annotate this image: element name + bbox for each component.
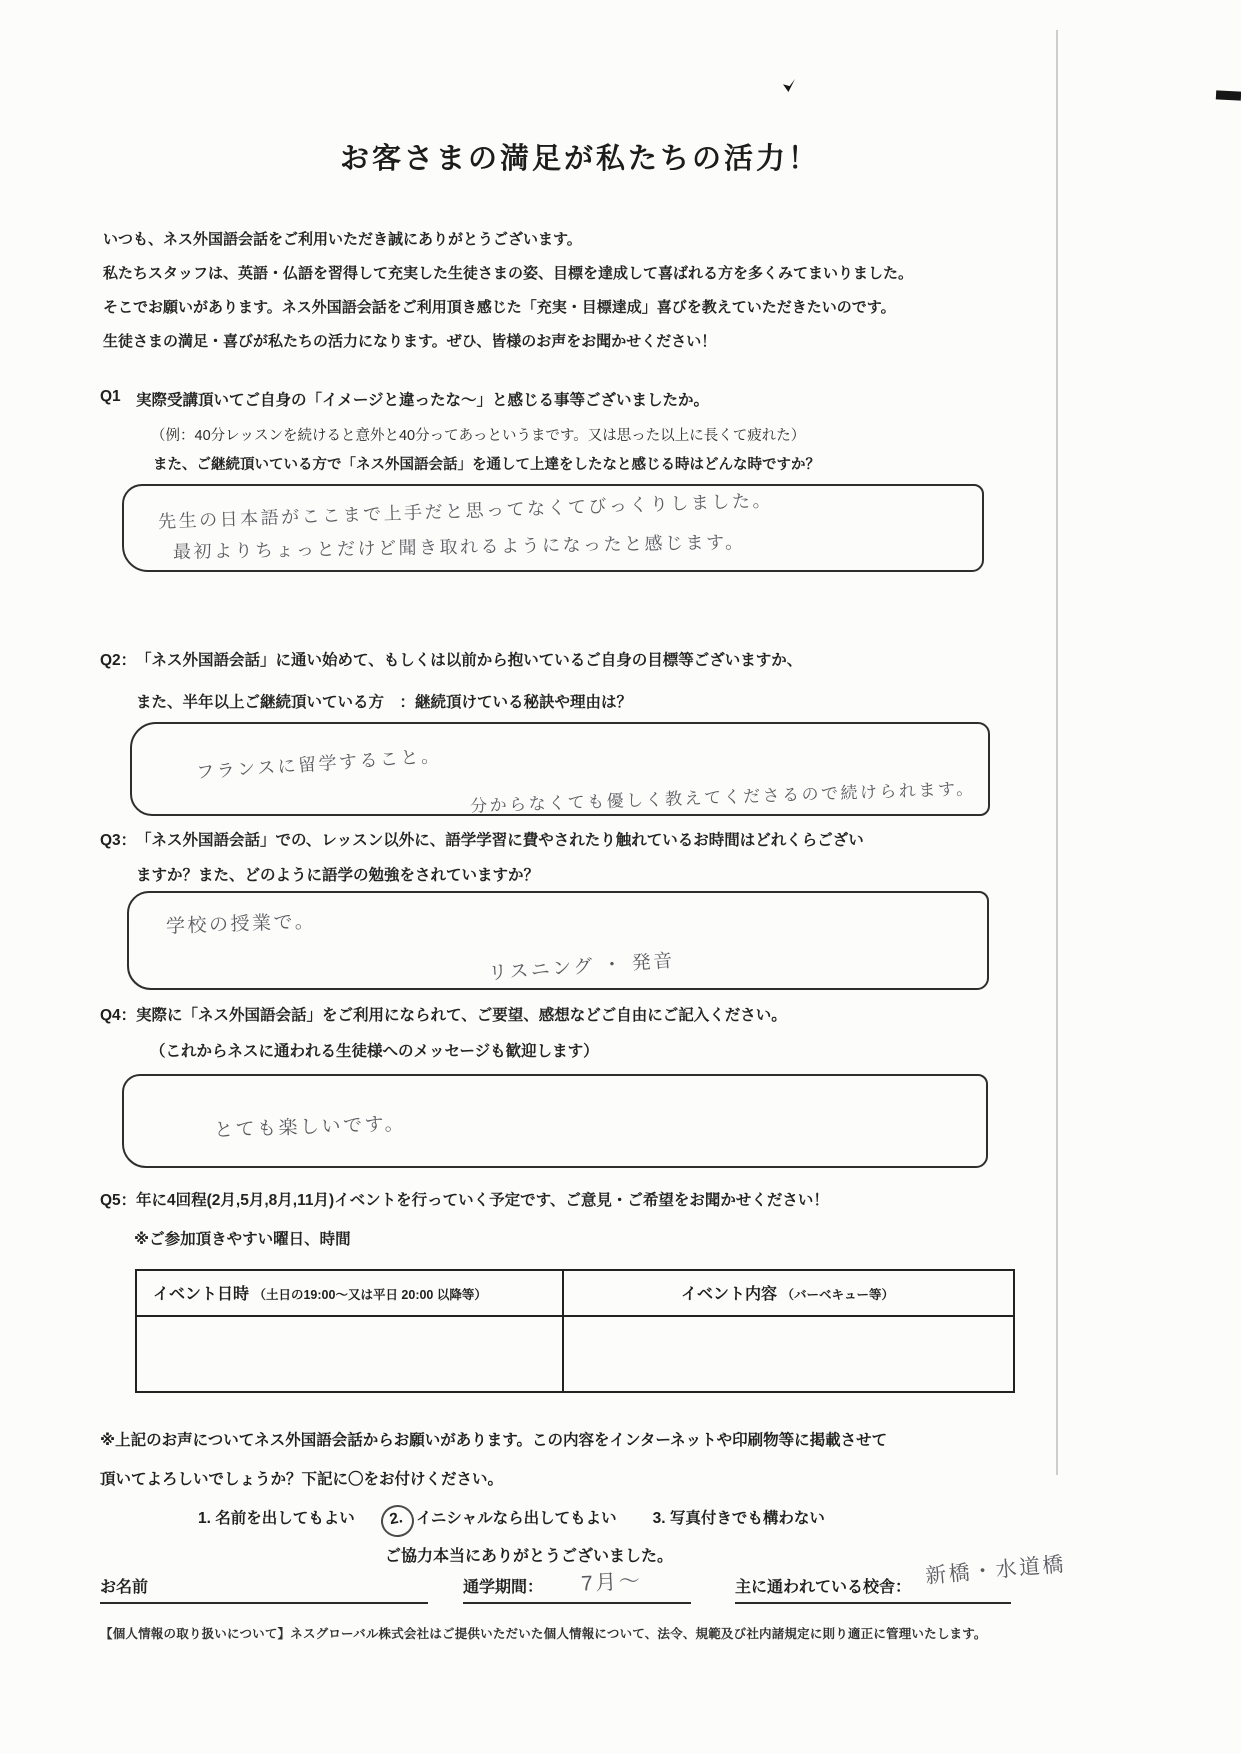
privacy-fine-print: 【個人情報の取り扱いについて】ネスグローバル株式会社はご提供いただいた個人情報について、法令、規範及び社内諸規定に則り適正に管理いたします。	[100, 1627, 987, 1641]
question-3-line: ますか？また、どのように語学の勉強をされていますか？	[136, 867, 540, 884]
table-header-event-datetime	[153, 1281, 487, 1304]
handwritten-period-value: 7月～	[580, 1569, 643, 1596]
event-content-header-note: （バーベキュー等）	[781, 1288, 894, 1302]
question-2-line: また、半年以上ご継続頂いている方 ：継続頂けている秘訣や理由は？	[136, 694, 633, 711]
option-3-text: 写真付きでも構わない	[669, 1510, 825, 1527]
event-datetime-header-label: イベント日時	[153, 1286, 250, 1303]
consent-line: ※上記のお声についてネス外国語会話からお願いがあります。この内容をインターネットや印刷物等に掲載させて	[100, 1432, 888, 1449]
consent-line: 頂いてよろしいでしょうか？下記に〇をお付けください。	[100, 1471, 504, 1488]
intro-line: 私たちスタッフは、英語・仏語を習得して充実した生徒さまの姿、目標を達成して喜ばれる方を多くみてまいりました。	[103, 265, 914, 282]
attendance-period-label: 通学期間：	[463, 1579, 544, 1596]
event-datetime-header-note: （土日の19:00～又は平日 20:00 以降等）	[253, 1288, 487, 1302]
consent-option-1	[198, 1506, 355, 1531]
handwritten-answer-q1: 最初よりちょっとだけど聞き取れるようになったと感じます。	[172, 532, 746, 562]
name-field	[100, 1572, 428, 1604]
option-1-number: 1.	[198, 1510, 211, 1527]
page-title: お客さまの満足が私たちの活力！	[339, 143, 820, 175]
question-3-line: 「ネス外国語会話」での、レッスン以外に、語学学習に費やされたり触れているお時間はどれくらござい	[136, 832, 864, 849]
question-5-label: Q5：	[100, 1192, 137, 1209]
handwritten-answer-q3: リスニング ・ 発音	[487, 950, 676, 985]
question-4-line: （これからネスに通われる生徒様へのメッセージも歓迎します）	[150, 1043, 599, 1060]
attendance-period-field	[463, 1569, 691, 1604]
intro-line: 生徒さまの満足・喜びが私たちの活力になります。ぜひ、皆様のお声をお聞かせください！	[103, 333, 717, 350]
question-1-line: 実際受講頂いてご自身の「イメージと違ったな～」と感じる事等ございましたか。	[136, 392, 710, 409]
consent-options-row	[198, 1506, 825, 1531]
scanner-edge-line	[1056, 30, 1058, 1475]
intro-line: そこでお願いがあります。ネス外国語会話をご利用頂き感じた「充実・目標達成」喜びを教えていただきたいのです。	[103, 299, 896, 316]
handwritten-school-value: 新橋・水道橋	[924, 1552, 1067, 1589]
question-5-line: 年に4回程(2月,5月,8月,11月)イベントを行っていく予定です、ご意見・ご希望をお聞かせください！	[136, 1192, 829, 1209]
table-header-event-content	[562, 1281, 1013, 1304]
table-header-divider	[137, 1315, 1013, 1317]
handwritten-answer-q3: 学校の授業で。	[165, 911, 317, 938]
question-2-label: Q2：	[100, 652, 137, 669]
question-5-line: ※ご参加頂きやすい曜日、時間	[134, 1231, 351, 1248]
option-1-text: 名前を出してもよい	[215, 1510, 355, 1527]
option-2-text: イニシャルなら出してもよい	[416, 1510, 617, 1527]
thanks-line: ご協力本当にありがとうございました。	[385, 1548, 674, 1565]
intro-line: いつも、ネス外国語会話をご利用いただき誠にありがとうございます。	[103, 231, 582, 248]
scan-ink-mark	[1216, 90, 1241, 100]
question-3-label: Q3：	[100, 832, 137, 849]
scan-ink-blot	[783, 79, 795, 92]
question-1-example: （例：40分レッスンを続けると意外と40分ってあっというまです。又は思った以上に長くて疲れた）	[151, 428, 806, 444]
handwritten-answer-q4: とても楽しいです。	[213, 1113, 407, 1142]
question-4-line: 実際に「ネス外国語会話」をご利用になられて、ご要望、感想などご自由にご記入ください。	[136, 1007, 787, 1024]
school-field-label: 主に通われている校舎：	[735, 1579, 912, 1596]
question-1-label: Q1	[100, 388, 121, 405]
option-2-number-circled: 2.	[378, 1502, 416, 1539]
handwritten-answer-q2: フランスに留学すること。	[195, 745, 442, 783]
question-1-line: また、ご継続頂いている方で「ネス外国語会話」を通して上達をしたなと感じる時はどんな時ですか？	[153, 457, 820, 473]
name-field-label: お名前	[100, 1579, 149, 1596]
handwritten-answer-q1: 先生の日本語がここまで上手だと思ってなくてびっくりしました。	[157, 490, 774, 532]
event-content-header-label: イベント内容	[681, 1286, 778, 1303]
question-2-line: 「ネス外国語会話」に通い始めて、もしくは以前から抱いているご自身の目標等ございますか、	[136, 652, 803, 669]
option-3-number: 3.	[652, 1510, 666, 1527]
handwritten-answer-q2: 分からなくても優しく教えてくださるので続けられます。	[469, 779, 976, 816]
question-4-label: Q4：	[100, 1007, 137, 1024]
event-table	[135, 1269, 1015, 1393]
consent-option-2-circled	[387, 1506, 617, 1531]
consent-option-3	[653, 1506, 825, 1531]
